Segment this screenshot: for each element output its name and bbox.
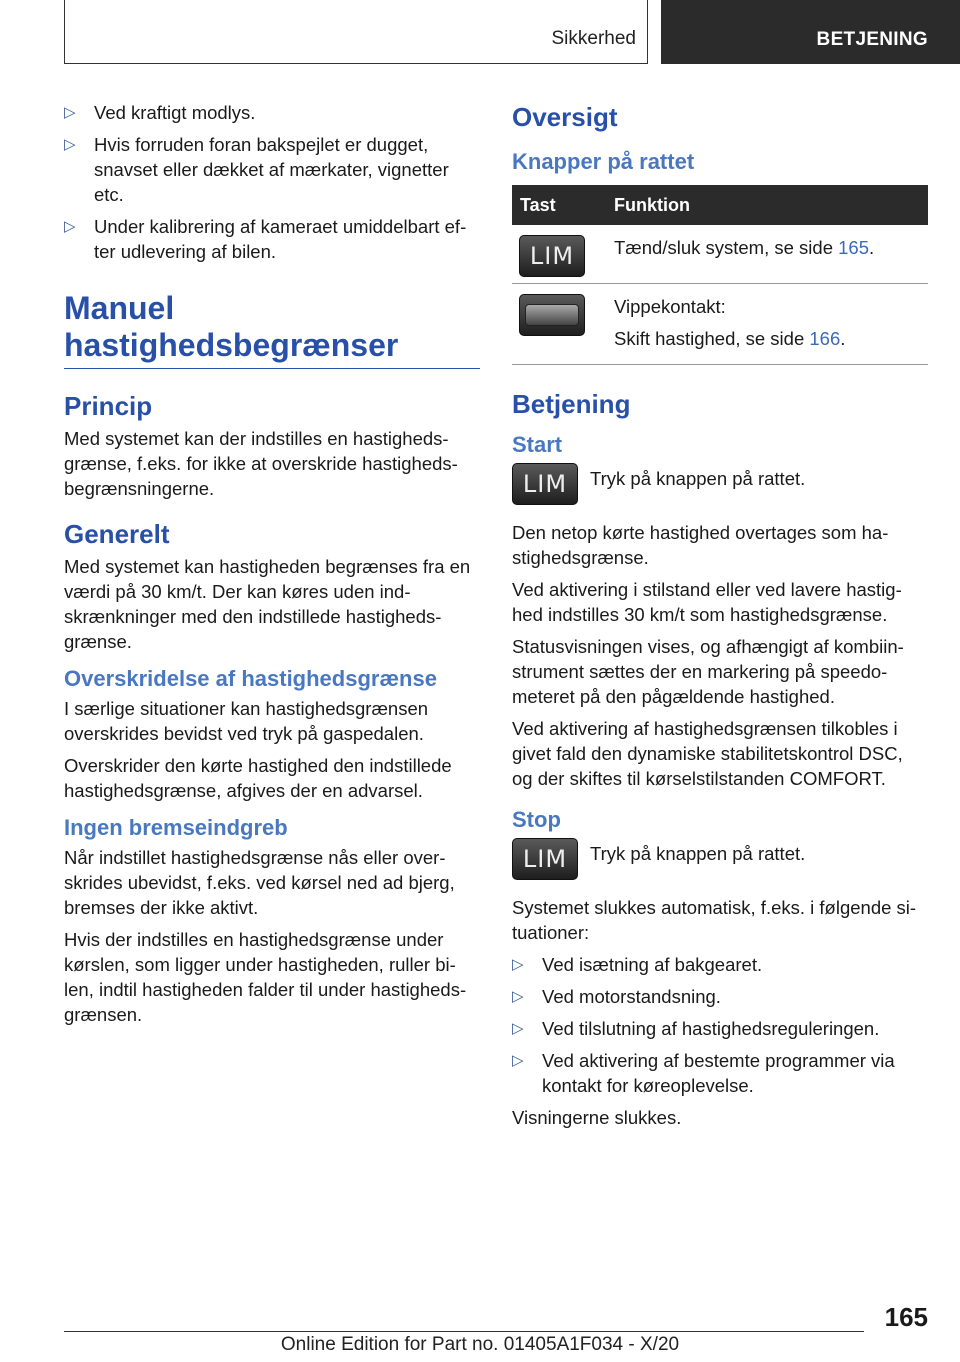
triangle-bullet-icon: ▷ [512, 956, 524, 973]
list-item: ▷ Ved isætning af bakgearet. [512, 954, 763, 975]
triangle-bullet-icon: ▷ [64, 104, 76, 121]
paragraph: Den netop kørte hastighed overtages som ha-stighedsgrænse. [512, 522, 889, 568]
list-item: ▷ Ved tilslutning af hastighedsreguleringen. [512, 1018, 880, 1039]
heading-oversigt: Oversigt [512, 102, 618, 132]
paragraph: Med systemet kan der indstilles en hastigheds-grænse, f.eks. for ikke at overskride hastigheds-begrænsningerne. [64, 428, 458, 499]
paragraph: Med systemet kan hastigheden begrænses fra en værdi på 30 km/t. Der kan køres uden ind-skrænkninger med den indstillede hastigheds-grænse. [64, 556, 471, 652]
left-column [64, 100, 480, 1034]
paragraph: I særlige situationer kan hastighedsgrænsen overskrides bevidst ved tryk på gaspedalen. [64, 698, 429, 744]
list-item: ▷ Hvis forruden foran bakspejlet er dugget, snavset eller dækket af mærkater, vignetter etc. [64, 134, 449, 205]
header-chapter-tab: BETJENING [661, 0, 960, 64]
table-header-funktion: Funktion [614, 185, 928, 225]
page-link-166[interactable]: 166 [809, 328, 841, 349]
heading-betjening: Betjening [512, 389, 631, 419]
step-start: LIM Tryk på knappen på rattet. [512, 466, 928, 510]
paragraph: Systemet slukkes automatisk, f.eks. i følgende si-tuationer: [512, 897, 917, 943]
heading-knapper: Knapper på rattet [512, 149, 695, 174]
heading-ingen-bremseindgreb: Ingen bremseindgreb [64, 815, 288, 840]
triangle-bullet-icon: ▷ [64, 136, 76, 153]
paragraph: Overskrider den kørte hastighed den indstillede hastighedsgrænse, afgives der en advarsel. [64, 755, 452, 801]
button-function-table [512, 185, 928, 365]
heading-generelt: Generelt [64, 519, 170, 549]
right-column [512, 100, 928, 1137]
heading-stop: Stop [512, 807, 561, 832]
list-item: ▷ Ved aktivering af bestemte programmer via kontakt for køreoplevelse. [512, 1050, 895, 1096]
lim-button-icon: LIM [519, 235, 585, 277]
step-stop: LIM Tryk på knappen på rattet. [512, 841, 928, 885]
triangle-bullet-icon: ▷ [512, 1020, 524, 1037]
lim-button-icon: LIM [512, 463, 578, 505]
stop-bullet-list [512, 952, 928, 1098]
triangle-bullet-icon: ▷ [512, 988, 524, 1005]
paragraph: Ved aktivering i stilstand eller ved lavere hastig-hed indstilles 30 km/t som hastighedsgrænse. [512, 579, 902, 625]
paragraph: Statusvisningen vises, og afhængigt af kombiin-strument sættes der en markering på speedo-meteret på den pågældende hastighed. [512, 636, 904, 707]
paragraph: Hvis der indstilles en hastighedsgrænse under kørslen, som ligger under hastigheden, ruller bi-len, indtil hastigheden falder til under hastigheds-grænsen. [64, 929, 467, 1025]
heading-start: Start [512, 432, 563, 457]
paragraph: Når indstillet hastighedsgrænse nås eller over-skrides ubevidst, f.eks. ved kørsel ned ad bjerg, bremses der ikke aktivt. [64, 847, 455, 918]
triangle-bullet-icon: ▷ [64, 218, 76, 235]
page-link-165[interactable]: 165 [838, 237, 870, 258]
heading-overskridelse: Overskridelse af hastighedsgrænse [64, 666, 437, 691]
table-header-row [512, 185, 928, 225]
chapter-title: Manuel hastighedsbegrænser [64, 290, 480, 369]
list-item: ▷ Ved kraftigt modlys. [64, 102, 256, 123]
heading-princip: Princip [64, 391, 153, 421]
paragraph: Visningerne slukkes. [512, 1107, 682, 1128]
footer-rule [64, 1331, 864, 1332]
rocker-switch-icon [519, 294, 585, 336]
page-number: 165 [884, 1302, 928, 1332]
table-row: LIM Tænd/sluk system, se side 165. [512, 225, 928, 284]
table-header-tast: Tast [512, 185, 614, 225]
top-bullet-list [64, 100, 480, 264]
header-section-title: Sikkerhed [551, 28, 636, 49]
footer-edition: Online Edition for Part no. 01405A1F034 - X/20 [280, 1334, 680, 1355]
table-row: Vippekontakt: Skift hastighed, se side 166. [512, 284, 928, 365]
paragraph: Ved aktivering af hastighedsgrænsen tilkobles i givet fald den dynamiske stabilitetskontrol DSC, og der skiftes til kørselstilstanden COMFORT. [512, 718, 903, 789]
list-item: ▷ Under kalibrering af kameraet umiddelbart ef-ter udlevering af bilen. [64, 216, 467, 262]
list-item: ▷ Ved motorstandsning. [512, 986, 721, 1007]
triangle-bullet-icon: ▷ [512, 1052, 524, 1069]
lim-button-icon: LIM [512, 838, 578, 880]
